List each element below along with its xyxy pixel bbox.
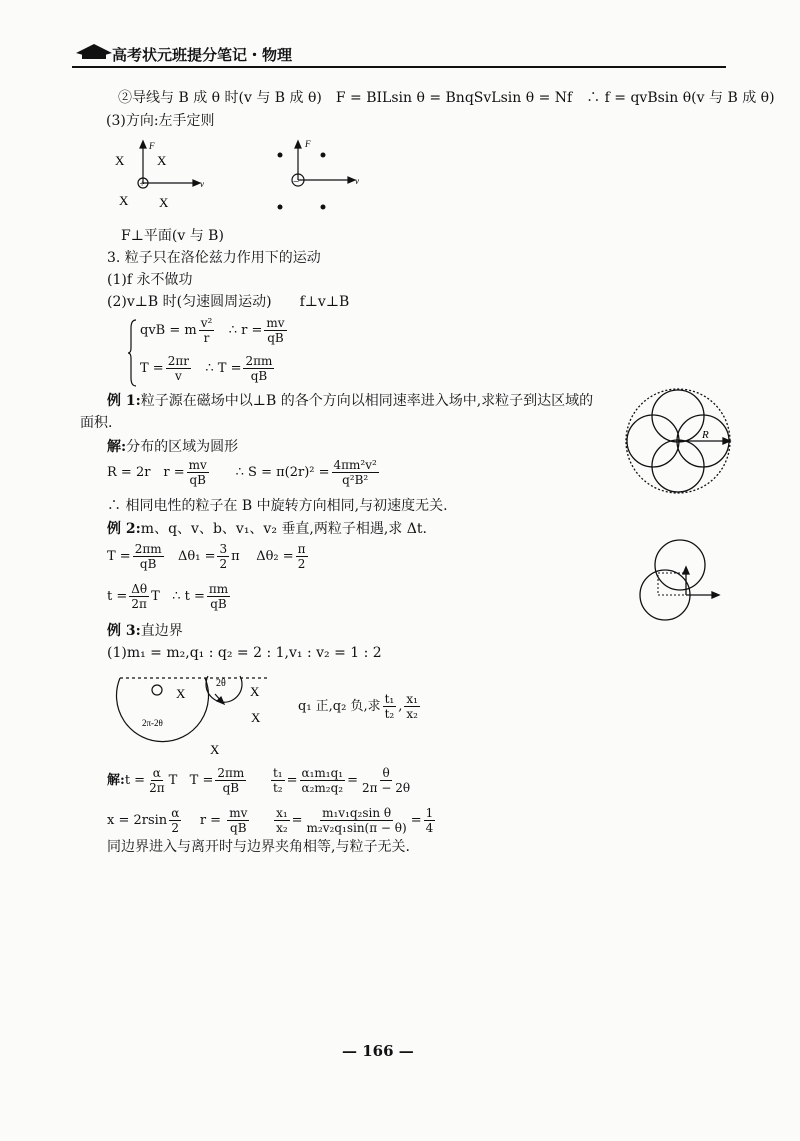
- diagram-F-label: F: [149, 141, 155, 151]
- header-logo-icon: [74, 41, 114, 61]
- diagram-minus: −: [293, 176, 300, 188]
- example-1: 例 1:粒子源在磁场中以⊥B 的各个方向以相同速率进入场中,求粒子到达区域的: [107, 393, 594, 409]
- diagram-x-mark: X: [159, 195, 169, 210]
- example-1-cont: 面积.: [80, 415, 113, 431]
- header-rule: [72, 66, 726, 68]
- angle-2theta-label: 2θ: [216, 678, 226, 689]
- example-3a: (1)m₁ = m₂,q₁ : q₂ = 2 : 1,v₁ : v₂ = 1 : 2: [107, 645, 382, 661]
- line-perp-plane: F⊥平面(v 与 B): [121, 228, 224, 244]
- diagram-x-mark: X: [251, 710, 261, 725]
- page-number: — 166 —: [342, 1042, 414, 1060]
- answer-1: 解:分布的区域为圆形: [107, 439, 239, 455]
- brace-icon: [128, 318, 138, 388]
- formula-ex2-period: T = $\frac{2\pi m}{qB}$ Δθ₁ = $\frac{3}{2}$ π Δθ₂ = $\frac{\pi}{2}$: [107, 542, 306, 571]
- formula-ex3-distance: x = 2rsin $\frac{\alpha}{2}$ r = $\frac{mv}{qB}$ $\frac{\text{x₁}}{\text{x₂}}$ = $\frac{\text{m₁v₁q₂sin θ}}{\text{m₂v₂q₁sin(π − θ)}}$ = $\frac{1}{4}$: [107, 806, 434, 835]
- diagram-x-mark: X: [210, 742, 220, 757]
- formula-ex2-time: t = $\frac{\Delta\theta}{2\pi}$ T ∴ t = $\frac{\pi m}{qB}$: [107, 582, 229, 611]
- section-3-title: 3. 粒子只在洛伦兹力作用下的运动: [107, 250, 321, 266]
- diagram-x-mark: X: [115, 153, 125, 168]
- diagram-v-label: v: [200, 179, 204, 189]
- line-direction: (3)方向:左手定则: [106, 113, 215, 129]
- diagram-x-mark: X: [176, 686, 186, 701]
- section-3b: (2)v⊥B 时(匀速圆周运动) f⊥v⊥B: [107, 294, 350, 310]
- final-conclusion: 同边界进入与离开时与边界夹角相等,与粒子无关.: [107, 839, 410, 855]
- diagram-x-mark: X: [119, 193, 129, 208]
- diagram-x-mark: X: [250, 684, 260, 699]
- formula-area: R = 2r r = $\frac{mv}{qB}$ ∴ S = π(2r)² = $\frac{\text{4πm²v²}}{\text{q²B²}}$: [107, 458, 377, 487]
- formula-qvB: qvB = m $\frac{\text{v²}}{r}$ ∴ r = $\frac{mv}{qB}$: [140, 316, 285, 345]
- left-hand-rule-diagram: [105, 135, 385, 225]
- diagram-v-label: v: [355, 176, 359, 186]
- diagram-x-mark: X: [157, 153, 167, 168]
- section-3a: (1)f 永不做功: [107, 272, 193, 288]
- formula-period: T = $\frac{2\pi r}{v}$ ∴ T = $\frac{2\pi m}{qB}$: [140, 354, 273, 383]
- angle-rest-label: 2π-2θ: [142, 718, 163, 728]
- example-2: 例 2:m、q、v、b、v₁、v₂ 垂直,两粒子相遇,求 Δt.: [107, 521, 427, 537]
- diagram-F-label: F: [305, 139, 311, 149]
- header-title: 高考状元班提分笔记・物理: [112, 47, 293, 64]
- circles-region-diagram: [618, 386, 738, 506]
- radius-label: R: [702, 429, 709, 441]
- ex3-question: q₁ 正,q₂ 负,求 $\frac{\text{t₁}}{\text{t₂}}$ , $\frac{\text{x₁}}{\text{x₂}}$: [298, 692, 418, 721]
- line-wire-angle: ②导线与 B 成 θ 时(v 与 B 成 θ) F = BILsin θ = BnqSvLsin θ = Nf ∴ f = qvBsin θ(v 与 B 成 θ): [118, 90, 775, 106]
- diagram-plus: +: [139, 179, 145, 189]
- formula-ex3-time: 解:t = $\frac{\alpha}{2\pi}$ T T = $\frac{2\pi m}{qB}$ $\frac{\text{t₁}}{\text{t₂}}$ = $\frac{\text{α₁m₁q₁}}{\text{α₂m₂q₂}}$ = $\frac{\theta}{2\pi - 2\theta}$: [107, 766, 411, 795]
- conclusion-1: ∴ 相同电性的粒子在 B 中旋转方向相同,与初速度无关.: [107, 498, 448, 514]
- two-circles-diagram: [630, 535, 730, 625]
- example-3: 例 3:直边界: [107, 623, 183, 639]
- boundary-diagram: [110, 664, 300, 760]
